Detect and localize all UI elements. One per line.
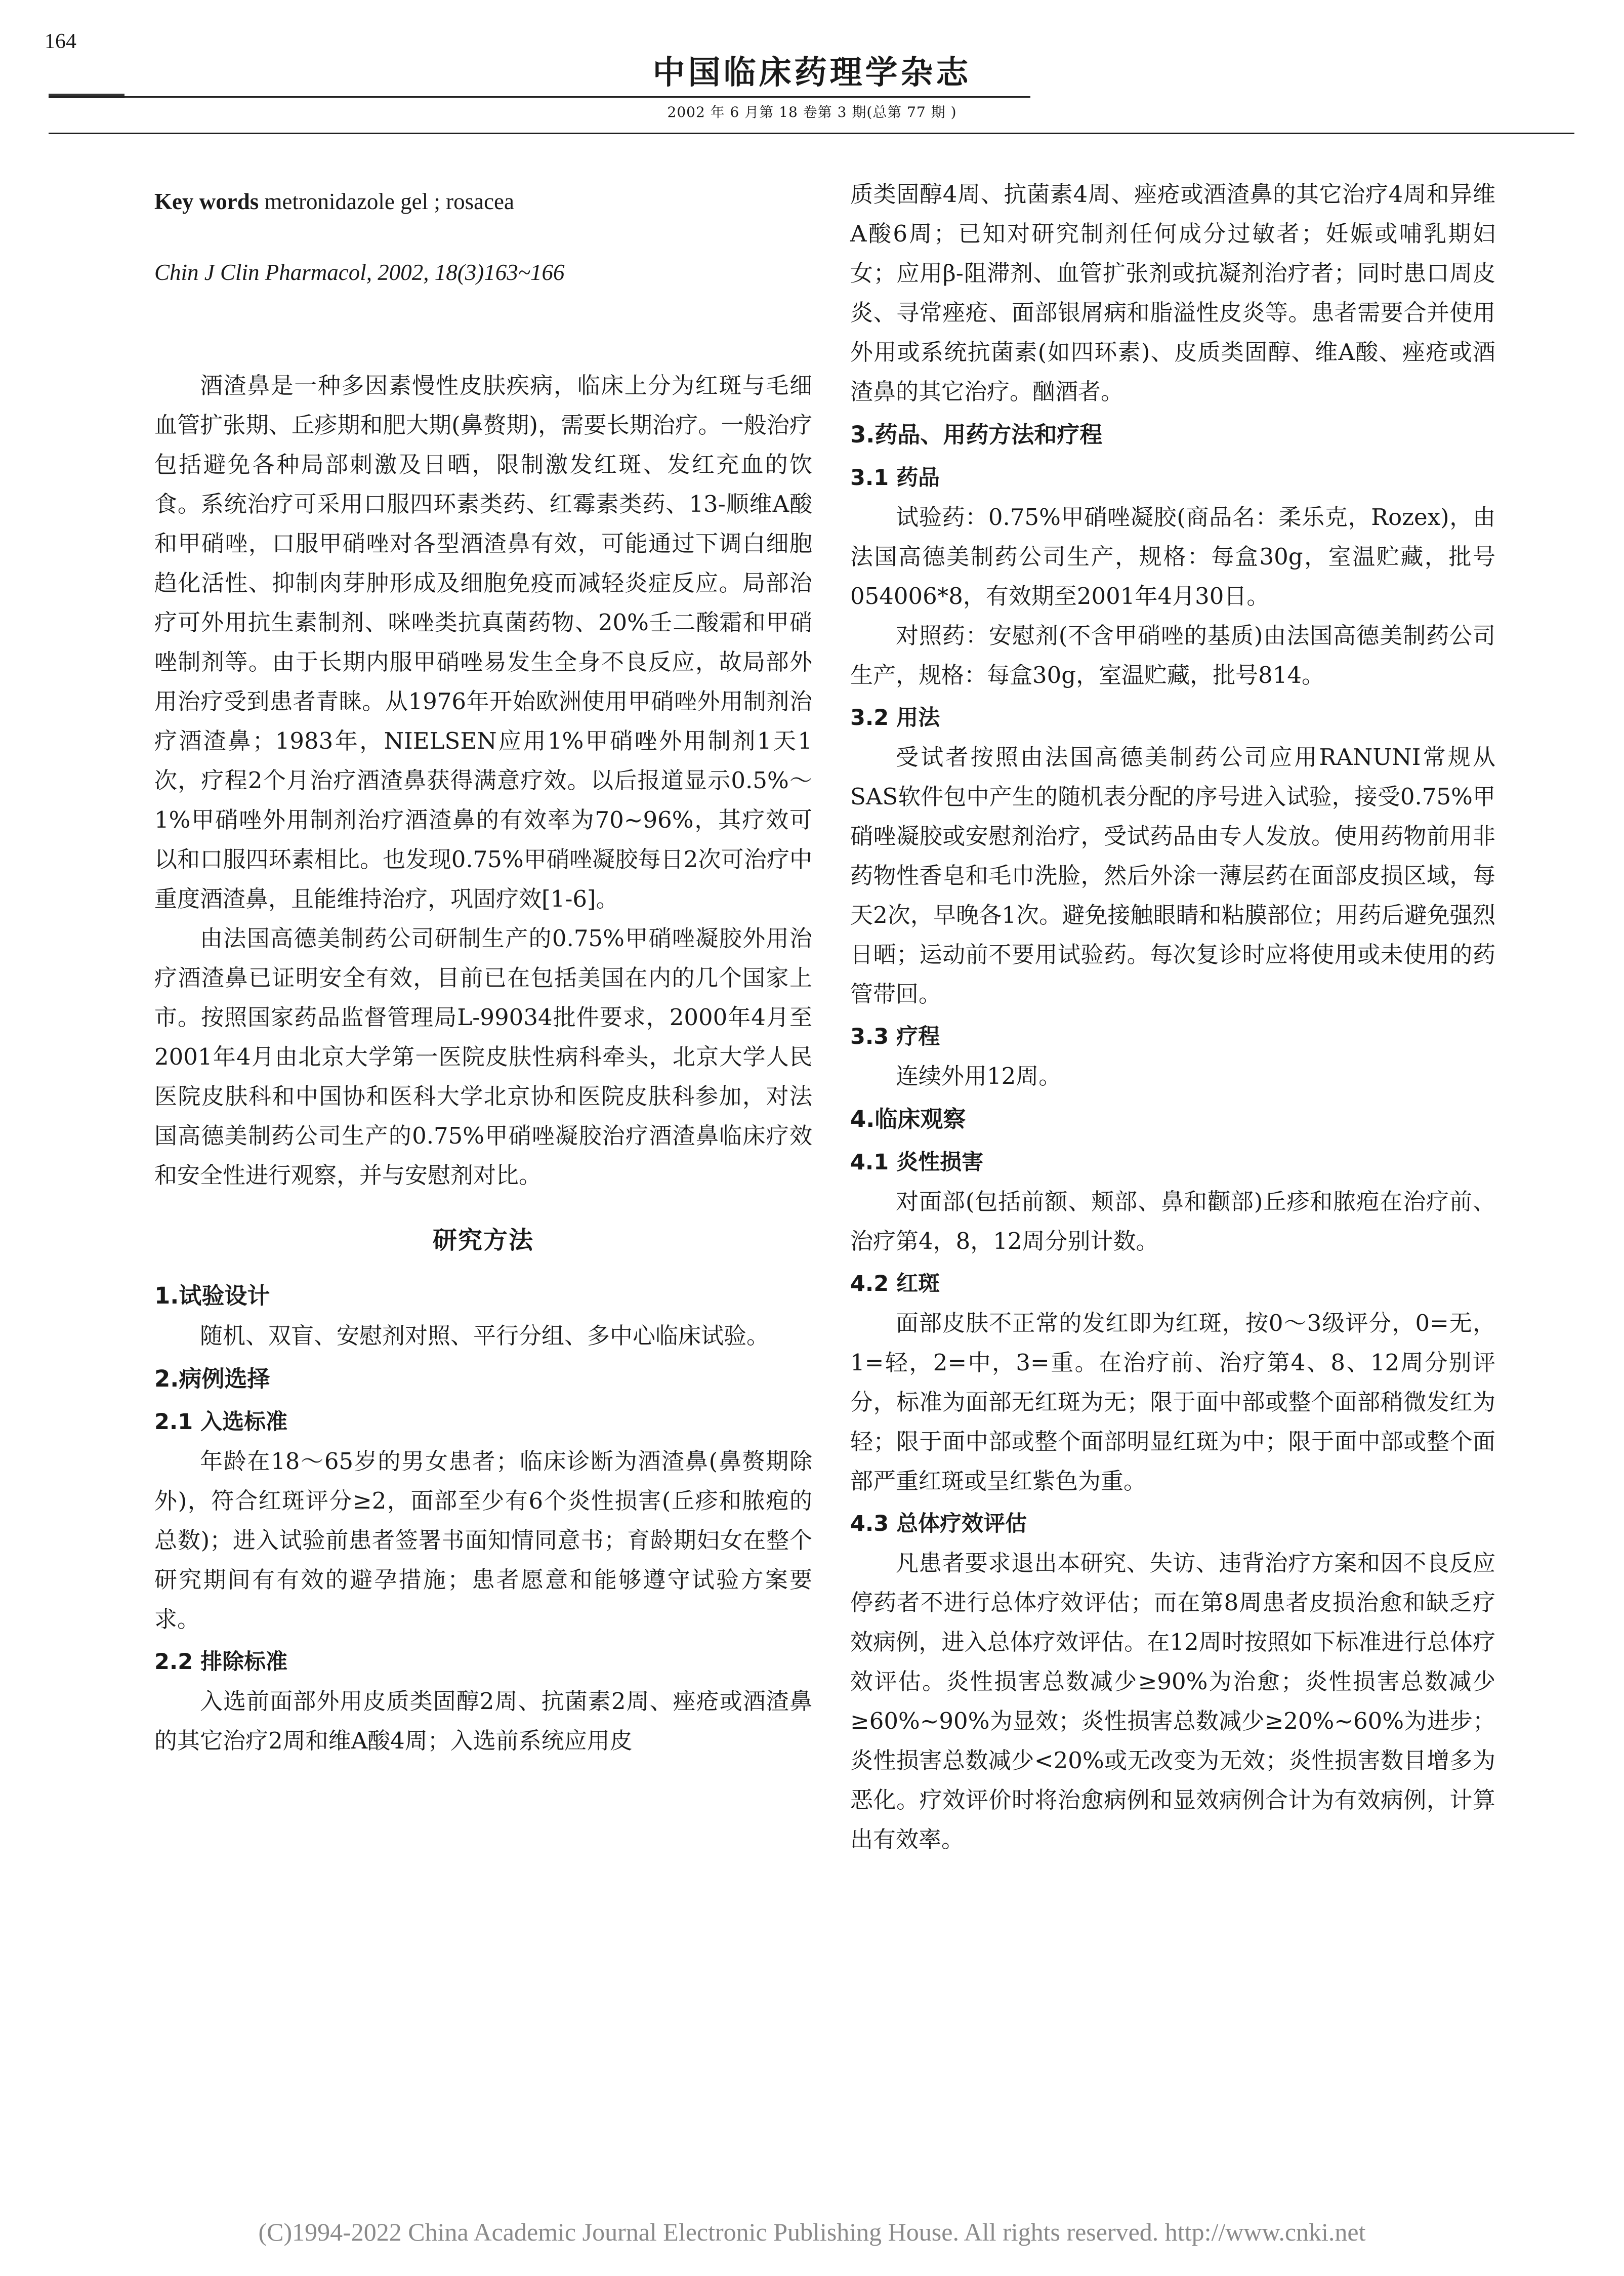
section-2-2-title: 2.2 排除标准 — [154, 1649, 288, 1675]
section-1-text: 随机、双盲、安慰剂对照、平行分组、多中心临床试验。 — [200, 1322, 770, 1349]
section-3-title: 3.药品、用药方法和疗程 — [850, 421, 1103, 448]
keywords-line — [154, 184, 812, 219]
section-4-3-text: 凡患者要求退出本研究、失访、违背治疗方案和因不良反应停药者不进行总体疗效评估；而在第8周患者皮损治愈和缺乏疗效病例，进入总体疗效评估。在12周时按照如下标准进行总体疗效评估。炎性损害总数减少≥90%为治愈；炎性损害总数减少≥60%~90%为显效；炎性损害总数减少≥20%~60%为进步；炎性损害总数减少<20%或无改变为无效；炎性损害数目增多为恶化。疗效评价时将治愈病例和显效病例合计为有效病例，计算出有效率。 — [850, 1550, 1495, 1853]
section-4-1-text: 对面部(包括前额、颊部、鼻和颧部)丘疹和脓疱在治疗前、治疗第4，8，12周分别计数。 — [850, 1188, 1495, 1254]
section-2-title: 2.病例选择 — [154, 1365, 270, 1392]
section-4-3-title: 4.3 总体疗效评估 — [850, 1511, 1027, 1536]
section-3-3-text: 连续外用12周。 — [896, 1063, 1062, 1089]
keywords-label: Key words — [154, 189, 259, 214]
page-number: 164 — [45, 30, 76, 53]
right-column — [850, 175, 1495, 1859]
header-rule-bottom — [49, 133, 1574, 134]
section-2-1-title: 2.1 入选标准 — [154, 1409, 288, 1435]
methods-title: 研究方法 — [432, 1226, 534, 1254]
section-2-2-text: 入选前面部外用皮质类固醇2周、抗菌素2周、痤疮或酒渣鼻的其它治疗2周和维A酸4周；入选前系统应用皮 — [154, 1688, 812, 1754]
intro-paragraph-1: 酒渣鼻是一种多因素慢性皮肤疾病，临床上分为红斑与毛细血管扩张期、丘疹期和肥大期(鼻赘期)，需要长期治疗。一般治疗包括避免各种局部刺激及日晒，限制激发红斑、发红充血的饮食。系统治疗可采用口服四环素类药、红霉素类药、13-顺维A酸和甲硝唑，口服甲硝唑对各型酒渣鼻有效，可能通过下调白细胞趋化活性、抑制肉芽肿形成及细胞免疫而减轻炎症反应。局部治疗可外用抗生素制剂、咪唑类抗真菌药物、20%壬二酸霜和甲硝唑制剂等。由于长期内服甲硝唑易发生全身不良反应，故局部外用治疗受到患者青睐。从1976年开始欧洲使用甲硝唑外用制剂治疗酒渣鼻；1983年，NIELSEN应用1%甲硝唑外用制剂1天1次，疗程2个月治疗酒渣鼻获得满意疗效。以后报道显示0.5%～1%甲硝唑外用制剂治疗酒渣鼻的有效率为70~96%，其疗效可以和口服四环素相比。也发现0.75%甲硝唑凝胶每日2次可治疗中重度酒渣鼻，且能维持治疗，巩固疗效[1-6]。 — [154, 372, 812, 912]
keywords-text: metronidazole gel ; rosacea — [259, 189, 515, 214]
section-3-2-title: 3.2 用法 — [850, 705, 940, 730]
citation-line: Chin J Clin Pharmacol, 2002, 18(3)163~166 — [154, 260, 565, 285]
journal-title: 中国临床药理学杂志 — [652, 54, 972, 92]
section-2-2-continued: 质类固醇4周、抗菌素4周、痤疮或酒渣鼻的其它治疗4周和异维A酸6周；已知对研究制剂任何成分过敏者；妊娠或哺乳期妇女；应用β-阻滞剂、血管扩张剂或抗凝剂治疗者；同时患口周皮炎、寻常痤疮、面部银屑病和脂溢性皮炎等。患者需要合并使用外用或系统抗菌素(如四环素)、皮质类固醇、维A酸、痤疮或酒渣鼻的其它治疗。酗酒者。 — [850, 181, 1495, 405]
section-4-title: 4.临床观察 — [850, 1106, 966, 1132]
section-4-1-title: 4.1 炎性损害 — [850, 1150, 984, 1175]
section-3-2-text: 受试者按照由法国高德美制药公司应用RANUNI常规从SAS软件包中产生的随机表分配的序号进入试验，接受0.75%甲硝唑凝胶或安慰剂治疗，受试药品由专人发放。使用药物前用非药物性香皂和毛巾洗脸，然后外涂一薄层药在面部皮损区域，每天2次，早晚各1次。避免接触眼睛和粘膜部位；用药后避免强烈日晒；运动前不要用试验药。每次复诊时应将使用或未使用的药管带回。 — [850, 744, 1495, 1007]
section-4-2-title: 4.2 红斑 — [850, 1271, 940, 1296]
left-column — [154, 175, 812, 1761]
section-3-1-text-1: 试验药：0.75%甲硝唑凝胶(商品名：柔乐克，Rozex)，由法国高德美制药公司生产，规格：每盒30g，室温贮藏，批号054006*8，有效期至2001年4月30日。 — [850, 504, 1495, 609]
copyright-footer: (C)1994-2022 China Academic Journal Electronic Publishing House. All rights reserved. http://www.cnki.net — [258, 2218, 1366, 2246]
section-2-1-text: 年龄在18～65岁的男女患者；临床诊断为酒渣鼻(鼻赘期除外)，符合红斑评分≥2，面部至少有6个炎性损害(丘疹和脓疱的总数)；进入试验前患者签署书面知情同意书；育龄期妇女在整个研究期间有有效的避孕措施；患者愿意和能够遵守试验方案要求。 — [154, 1448, 812, 1633]
section-3-1-title: 3.1 药品 — [850, 465, 940, 491]
header-rule-top — [49, 96, 1030, 98]
section-3-3-title: 3.3 疗程 — [850, 1024, 940, 1049]
section-4-2-text: 面部皮肤不正常的发红即为红斑，按0～3级评分，0=无，1=轻，2=中，3=重。在治疗前、治疗第4、8、12周分别评分，标准为面部无红斑为无；限于面中部或整个面部稍微发红为轻；限于面中部或整个面部明显红斑为中；限于面中部或整个面部严重红斑或呈红紫色为重。 — [850, 1310, 1495, 1494]
intro-paragraph-2: 由法国高德美制药公司研制生产的0.75%甲硝唑凝胶外用治疗酒渣鼻已证明安全有效，目前已在包括美国在内的几个国家上市。按照国家药品监督管理局L-99034批件要求，2000年4月至2001年4月由北京大学第一医院皮肤性病科牵头，北京大学人民医院皮肤科和中国协和医科大学北京协和医院皮肤科参加，对法国高德美制药公司生产的0.75%甲硝唑凝胶治疗酒渣鼻临床疗效和安全性进行观察，并与安慰剂对比。 — [154, 925, 812, 1189]
section-1-title: 1.试验设计 — [154, 1282, 270, 1309]
issue-line: 2002 年 6 月第 18 卷第 3 期(总第 77 期 ) — [667, 104, 957, 120]
section-3-1-text-2: 对照药：安慰剂(不含甲硝唑的基质)由法国高德美制药公司生产，规格：每盒30g，室温贮藏，批号814。 — [850, 622, 1495, 688]
